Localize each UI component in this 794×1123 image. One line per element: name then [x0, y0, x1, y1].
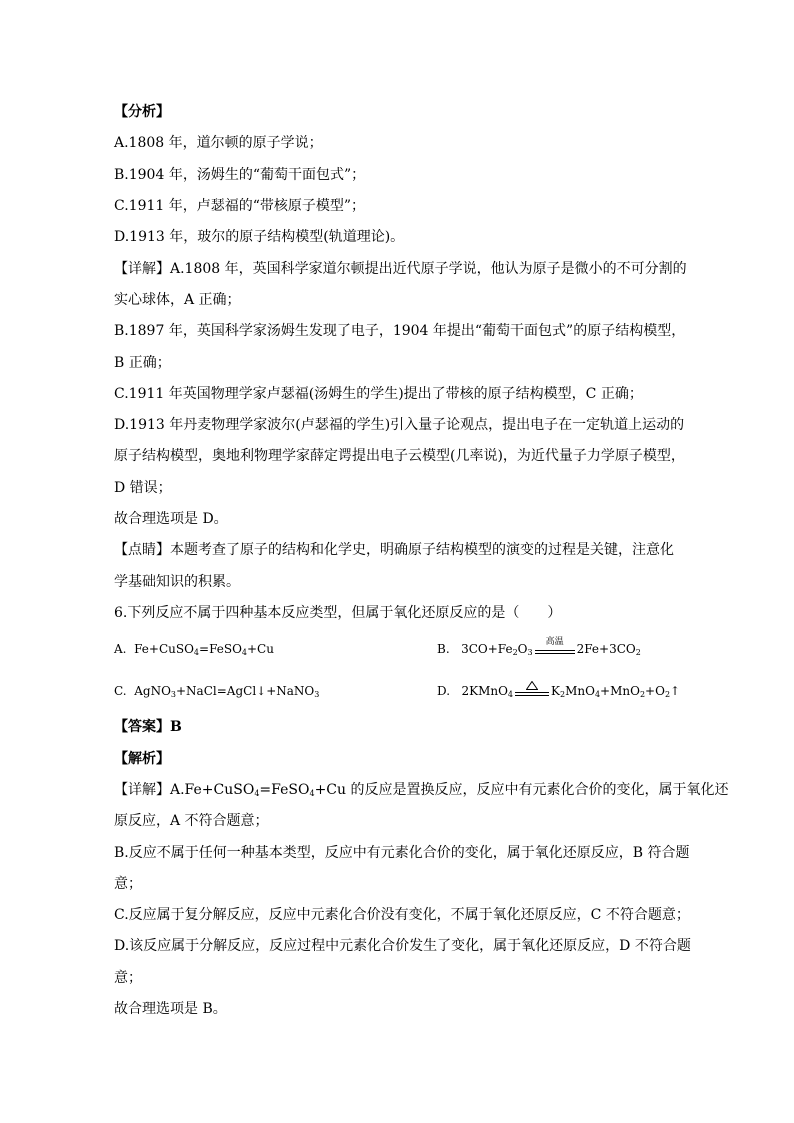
option-d-part2: K — [551, 684, 560, 698]
option-d-part3: MnO — [565, 684, 595, 698]
option-a-part2: =FeSO — [199, 642, 242, 656]
explain-d-line1: D.该反应属于分解反应，反应过程中元素化合价发生了变化，属于氧化还原反应，D 不符合题 — [114, 938, 691, 954]
reaction-condition-heat — [513, 685, 551, 699]
analysis-c: C.1911 年，卢瑟福的“带核原子模型”； — [114, 198, 366, 214]
option-d-prefix: D. — [437, 684, 451, 698]
option-a-part1: Fe+CuSO — [134, 642, 194, 656]
conclusion-1: 故合理选项是 D。 — [114, 511, 228, 527]
option-a-prefix: A. — [114, 642, 127, 656]
analysis-a: A.1808 年，道尔顿的原子学说； — [114, 135, 323, 151]
option-d-part1: 2KMnO — [461, 684, 508, 698]
option-d-sub2: 2 — [559, 690, 566, 699]
option-d-part6: ↑ — [670, 684, 681, 698]
option-c-part2: +NaCl=AgCl↓+NaNO — [176, 684, 315, 698]
option-b-prefix: B. — [437, 642, 450, 656]
explain-a-post: +Cu 的反应是置换反应，反应中有元素化合价的变化，属于氧化还 — [314, 782, 729, 798]
conclusion-2: 故合理选项是 B。 — [114, 1001, 227, 1017]
option-b-part1: 3CO+Fe — [461, 642, 513, 656]
explanation-heading: 【解析】 — [114, 751, 170, 767]
heat-triangle-icon — [526, 681, 538, 690]
option-c-sub2: 3 — [314, 690, 320, 699]
detail-a-line2: 实心球体，A 正确； — [114, 292, 241, 308]
answer-line: 【答案】B — [114, 719, 182, 735]
analysis-d: D.1913 年，玻尔的原子结构模型(轨道理论)。 — [114, 229, 405, 245]
detail-b-line2: B 正确； — [114, 355, 171, 371]
option-b-part2: O — [517, 642, 528, 656]
explain-a-line2: 原反应，A 不符合题意； — [114, 813, 269, 829]
explain-b-line2: 意； — [114, 876, 142, 892]
analysis-b: B.1904 年，汤姆生的“葡萄干面包式”； — [114, 167, 366, 183]
option-b-sub2: 3 — [527, 648, 533, 657]
question-6: 6.下列反应不属于四种基本反应类型，但属于氧化还原反应的是（ ） — [114, 605, 562, 621]
option-d-part4: +MnO — [600, 684, 640, 698]
option-c — [114, 682, 319, 704]
reaction-condition-high-temp — [533, 636, 577, 657]
detail-b-line1: B.1897 年，英国科学家汤姆生发现了电子，1904 年提出“葡萄干面包式”的原子结构模型， — [114, 323, 686, 339]
explain-d-line2: 意； — [114, 970, 142, 986]
option-b-part3: 2Fe+3CO — [576, 642, 636, 656]
option-d-sub4: 2 — [639, 690, 646, 699]
option-d-sub1: 4 — [507, 690, 514, 699]
tip-line2: 学基础知识的积累。 — [114, 574, 240, 590]
option-c-prefix: C. — [114, 684, 127, 698]
detail-d-line1: D.1913 年丹麦物理学家波尔(卢瑟福的学生)引入量子论观点，提出电子在一定轨道上运动的 — [114, 417, 685, 433]
explain-a-mid: =FeSO — [259, 782, 310, 798]
explain-c: C.反应属于复分解反应，反应中元素化合价没有变化，不属于氧化还原反应，C 不符合题意； — [114, 907, 690, 923]
option-d-sub5: 2 — [664, 690, 671, 699]
detail-d-line2: 原子结构模型，奥地利物理学家薛定谔提出电子云模型(几率说)，为近代量子力学原子模型， — [114, 448, 685, 464]
option-c-part1: AgNO — [134, 684, 171, 698]
option-d — [437, 682, 680, 704]
option-a-part3: +Cu — [247, 642, 274, 656]
detail-d-line3: D 错误； — [114, 480, 172, 496]
explain-b-line1: B.反应不属于任何一种基本类型，反应中有元素化合价的变化，属于氧化还原反应，B 符合题 — [114, 845, 690, 861]
option-d-part5: +O — [645, 684, 665, 698]
detail-a-line1: 【详解】A.1808 年，英国科学家道尔顿提出近代原子学说，他认为原子是微小的不可分割的 — [114, 261, 687, 277]
explain-a-line1 — [114, 780, 728, 804]
option-a — [114, 640, 274, 662]
explain-a-pre: 【详解】A.Fe+CuSO — [114, 782, 255, 798]
tip-line1: 【点睛】本题考查了原子的结构和化学史，明确原子结构模型的演变的过程是关键，注意化 — [114, 542, 674, 558]
option-b-sub3: 2 — [635, 648, 641, 657]
option-d-sub3: 4 — [594, 690, 601, 699]
option-a-sub1: 4 — [193, 648, 200, 657]
option-a-sub2: 4 — [241, 648, 247, 657]
option-b — [437, 636, 641, 662]
analysis-heading: 【分析】 — [114, 104, 170, 120]
explain-a-sub1: 4 — [254, 789, 260, 798]
option-b-sub1: 2 — [512, 648, 518, 657]
explain-a-sub2: 4 — [309, 789, 315, 798]
detail-c: C.1911 年英国物理学家卢瑟福(汤姆生的学生)提出了带核的原子结构模型，C 正确； — [114, 386, 643, 402]
condition-label: 高温 — [545, 636, 564, 647]
option-c-sub1: 3 — [170, 690, 176, 699]
